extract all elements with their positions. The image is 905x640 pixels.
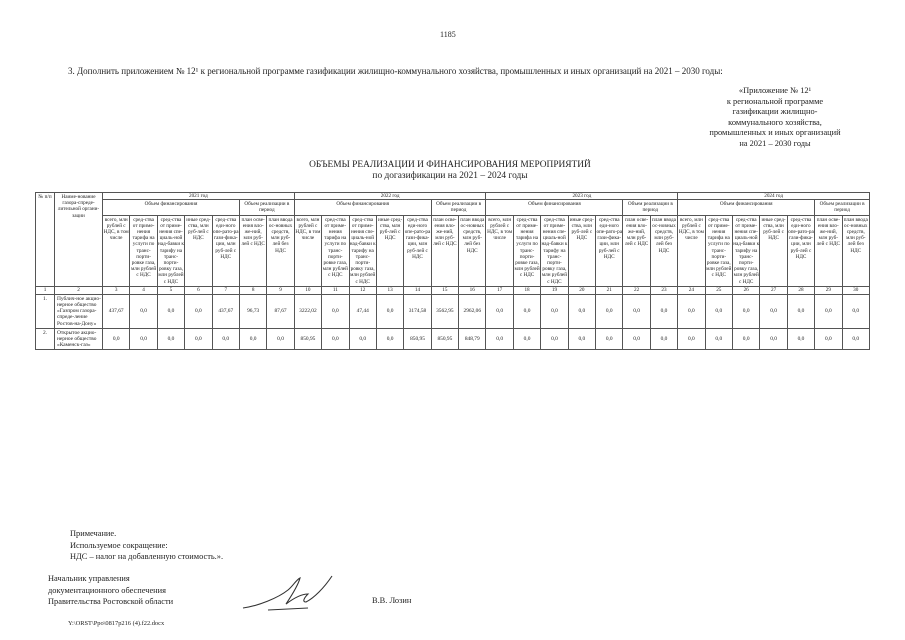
sub-header: сред-ства от приме-нения тарифа на услуги по транс-порти-ровке газа, млн рублей с НДС — [322, 215, 349, 286]
table-cell: 0,0 — [541, 294, 568, 328]
sub-header: всего, млн рублей с НДС, в том числе — [678, 215, 705, 286]
column-number: 23 — [650, 286, 677, 294]
group-header-financing: Объем финансирования — [103, 200, 240, 215]
table-cell: 0,0 — [568, 294, 595, 328]
table-cell: 3174,58 — [404, 294, 431, 328]
signer-name: В.В. Лозин — [372, 596, 412, 605]
table-cell: 0,0 — [842, 294, 869, 328]
table-cell: 96,73 — [239, 294, 266, 328]
table-cell: 0,0 — [513, 294, 540, 328]
sub-header: сред-ства от приме-нения спе-циаль-ной над-бавки к тарифу на транс-порти-ровку газа, млн рублей с НДС — [733, 216, 760, 285]
appendix-line: газификации жилищно- — [732, 107, 818, 117]
table-cell: 0,0 — [185, 294, 212, 328]
sub-header: сред-ства от приме-нения тарифа на услуги по транс-порти-ровке газа, млн рублей с НДС — [513, 215, 540, 286]
table-cell: 0,0 — [130, 328, 157, 350]
table-cell: 0,0 — [678, 294, 705, 328]
table-cell: 0,0 — [486, 328, 513, 350]
column-number: 11 — [322, 286, 349, 294]
table-cell: 0,0 — [239, 328, 266, 350]
column-number: 4 — [130, 286, 157, 294]
table-cell: 3222,02 — [294, 294, 321, 328]
group-header-realization: Объем реализации в период — [623, 200, 678, 215]
year-header: 2021 год — [103, 193, 295, 200]
table-cell: 0,0 — [568, 328, 595, 350]
column-number: 21 — [596, 286, 623, 294]
table-cell: 0,0 — [185, 328, 212, 350]
header-row-years — [36, 193, 870, 200]
group-header-financing: Объем финансирования — [678, 200, 815, 215]
document-title — [190, 160, 710, 181]
sub-header: сред-ства еди-ного опе-рато-ра гази-фика-ции, млн руб-лей с НДС — [596, 215, 623, 286]
table-row — [36, 328, 870, 350]
col-header-name: Наиме-нование газора-спреде-лительной органи-зации — [55, 193, 103, 287]
row-organization: Открытое акцио-нерное общество «Каменск-газ» — [55, 328, 103, 350]
group-header-realization: Объем реализации в период — [239, 200, 294, 215]
table-cell: 0,0 — [157, 294, 184, 328]
table-cell: 0,0 — [842, 328, 869, 350]
signature-line: Начальник управления — [48, 574, 130, 583]
group-header-financing: Объем финансирования — [294, 200, 431, 215]
appendix-line: «Приложение № 12¹ — [738, 86, 812, 95]
appendix-line: промышленных и иных организаций — [709, 128, 841, 138]
title-line: ОБЪЕМЫ РЕАЛИЗАЦИИ И ФИНАНСИРОВАНИЯ МЕРОПРИЯТИЙ — [309, 160, 591, 170]
column-number: 5 — [157, 286, 184, 294]
table-cell: 0,0 — [815, 328, 842, 350]
table-cell: 0,0 — [349, 328, 376, 350]
note-block — [70, 528, 223, 563]
row-organization: Публич-ное акцио-нерное общество «Газпром газора-спреде-ление Ростов-на-Дону» — [55, 294, 103, 328]
note-line: НДС – налог на добавленную стоимость.». — [70, 552, 224, 561]
appendix-line: на 2021 – 2030 годы — [739, 138, 811, 148]
sub-header: план ввода ос-новных средств, млн руб-лей без НДС — [267, 215, 294, 286]
table-cell: 0,0 — [787, 294, 814, 328]
note-line: Используемое сокращение: — [70, 540, 168, 550]
column-number: 1 — [36, 286, 55, 294]
sub-header: сред-ства от приме-нения тарифа на услуги по транс-порти-ровке газа, млн рублей с НДС — [130, 215, 157, 286]
page-number: 1185 — [440, 30, 456, 39]
group-header-realization: Объем реализации в период — [815, 200, 870, 215]
column-number: 18 — [513, 286, 540, 294]
sub-header: иные сред-ства, млн руб-лей с НДС — [760, 215, 787, 286]
table-cell: 850,95 — [404, 328, 431, 350]
column-number: 2 — [55, 286, 103, 294]
table-cell: 0,0 — [486, 294, 513, 328]
column-number: 25 — [705, 286, 732, 294]
table-cell: 0,0 — [760, 294, 787, 328]
column-number: 24 — [678, 286, 705, 294]
table-cell: 0,0 — [732, 294, 759, 328]
sub-header: иные сред-ства, млн руб-лей с НДС — [568, 215, 595, 286]
column-number: 26 — [732, 286, 759, 294]
column-number: 10 — [294, 286, 321, 294]
table-cell: 0,0 — [541, 328, 568, 350]
table-cell: 850,95 — [431, 328, 458, 350]
table-cell: 437,67 — [103, 294, 130, 328]
signature-line: Правительства Ростовской области — [48, 597, 174, 606]
sub-header: план осве-ения вло-же-ний, млн руб-лей с НДС — [815, 215, 842, 286]
column-number: 28 — [787, 286, 814, 294]
table-cell: 0,0 — [322, 328, 349, 350]
sub-header: план ввода ос-новных средств, млн руб-лей без НДС — [842, 215, 869, 286]
sub-header: сред-ства от приме-нения спе-циаль-ной над-бавки к тарифу на транс-порти-ровку газа, млн рублей с НДС — [158, 216, 184, 285]
appendix-line: коммунального хозяйства, — [728, 117, 822, 127]
table-cell: 0,0 — [157, 328, 184, 350]
table-cell: 0,0 — [103, 328, 130, 350]
sub-header: иные сред-ства, млн руб-лей с НДС — [376, 215, 403, 286]
column-number: 27 — [760, 286, 787, 294]
sub-header: иные сред-ства, млн руб-лей с НДС — [185, 215, 212, 286]
column-number: 30 — [842, 286, 869, 294]
sub-header: всего, млн рублей с НДС, в том числе — [103, 215, 130, 286]
column-number: 14 — [404, 286, 431, 294]
header-row-column-numbers — [36, 286, 870, 294]
table-cell: 0,0 — [212, 328, 239, 350]
sub-header: план осве-ения вло-же-ний, млн руб-лей с НДС — [239, 215, 266, 286]
table-cell: 0,0 — [376, 294, 403, 328]
table-cell: 0,0 — [513, 328, 540, 350]
handwritten-signature — [238, 568, 338, 618]
year-header: 2024 год — [678, 193, 870, 200]
appendix-line: к региональной программе — [726, 96, 824, 106]
column-number: 12 — [349, 286, 376, 294]
table-cell: 3562,95 — [431, 294, 458, 328]
title-line: по догазификации на 2021 – 2024 годы — [372, 170, 528, 181]
table-cell: 0,0 — [650, 294, 677, 328]
row-number: 1. — [36, 294, 55, 328]
table-cell: 0,0 — [650, 328, 677, 350]
table-cell: 437,67 — [212, 294, 239, 328]
table-cell: 0,0 — [596, 328, 623, 350]
table-cell: 850,95 — [294, 328, 321, 350]
column-number: 6 — [185, 286, 212, 294]
group-header-financing: Объем финансирования — [486, 200, 623, 215]
table-cell: 2962,06 — [459, 294, 486, 328]
sub-header: план осве-ения вло-же-ний, млн руб-лей с НДС — [623, 215, 650, 286]
column-number: 7 — [212, 286, 239, 294]
column-number: 8 — [239, 286, 266, 294]
sub-header: сред-ства от приме-нения тарифа на услуги по транс-порти-ровке газа, млн рублей с НДС — [705, 215, 732, 286]
column-number: 3 — [103, 286, 130, 294]
column-number: 9 — [267, 286, 294, 294]
sub-header: сред-ства еди-ного опе-рато-ра гази-фика-ции, млн руб-лей с НДС — [404, 215, 431, 286]
table-cell: 0,0 — [376, 328, 403, 350]
table-cell: 0,0 — [322, 294, 349, 328]
column-number: 17 — [486, 286, 513, 294]
appendix-heading — [700, 86, 850, 150]
table-cell: 47,44 — [349, 294, 376, 328]
header-row-groups — [36, 200, 870, 215]
col-header-number: № п/п — [36, 193, 55, 287]
file-path: Y:\ORST\Ppo\0817p216 (4).f22.docx — [68, 620, 165, 627]
year-header: 2023 год — [486, 193, 678, 200]
table-cell: 0,0 — [787, 328, 814, 350]
sub-header: сред-ства еди-ного опе-рато-ра гази-фика-ции, млн руб-лей с НДС — [787, 215, 814, 286]
sub-header: сред-ства еди-ного опе-рато-ра гази-фика-ции, млн руб-лей с НДС — [212, 215, 239, 286]
table-cell: 0,0 — [623, 328, 650, 350]
table-cell: 0,0 — [623, 294, 650, 328]
table-cell: 0,0 — [705, 294, 732, 328]
table-cell: 0,0 — [130, 294, 157, 328]
header-row-subheaders — [36, 215, 870, 286]
row-number: 2. — [36, 328, 55, 350]
table-cell: 0,0 — [705, 328, 732, 350]
sub-header: план ввода ос-новных средств, млн руб-лей без НДС — [459, 215, 486, 286]
table-cell: 0,0 — [267, 328, 294, 350]
column-number: 29 — [815, 286, 842, 294]
table-row — [36, 294, 870, 328]
column-number: 20 — [568, 286, 595, 294]
table-cell: 0,0 — [760, 328, 787, 350]
table-cell: 0,0 — [596, 294, 623, 328]
financing-table — [35, 192, 870, 350]
column-number: 19 — [541, 286, 568, 294]
table-cell: 0,0 — [815, 294, 842, 328]
table-cell: 0,0 — [678, 328, 705, 350]
sub-header: всего, млн рублей с НДС, в том числе — [294, 215, 321, 286]
table-cell: 0,0 — [732, 328, 759, 350]
sub-header: план осве-ения вло-же-ний, млн руб-лей с НДС — [431, 215, 458, 286]
column-number: 16 — [459, 286, 486, 294]
table-cell: 848,79 — [459, 328, 486, 350]
sub-header: сред-ства от приме-нения спе-циаль-ной над-бавки к тарифу на транс-порти-ровку газа, млн рублей с НДС — [541, 216, 568, 285]
column-number: 22 — [623, 286, 650, 294]
note-line: Примечание. — [70, 529, 117, 538]
sub-header: всего, млн рублей с НДС, в том числе — [486, 215, 513, 286]
sub-header: план ввода ос-новных средств, млн руб-лей без НДС — [650, 215, 677, 286]
table-cell: 87,67 — [267, 294, 294, 328]
sub-header: сред-ства от приме-нения спе-циаль-ной над-бавки к тарифу на транс-порти-ровку газа, млн рублей с НДС — [349, 216, 376, 285]
group-header-realization: Объем реализации в период — [431, 200, 486, 215]
signature-block — [48, 573, 173, 608]
year-header: 2022 год — [294, 193, 486, 200]
intro-paragraph: 3. Дополнить приложением № 12¹ к региональной программе газификации жилищно-коммунального хозяйства, промышленных и иных организаций на 2021 – 2030 годы: — [68, 66, 723, 76]
column-number: 13 — [376, 286, 403, 294]
column-number: 15 — [431, 286, 458, 294]
signature-line: документационного обеспечения — [48, 585, 166, 595]
